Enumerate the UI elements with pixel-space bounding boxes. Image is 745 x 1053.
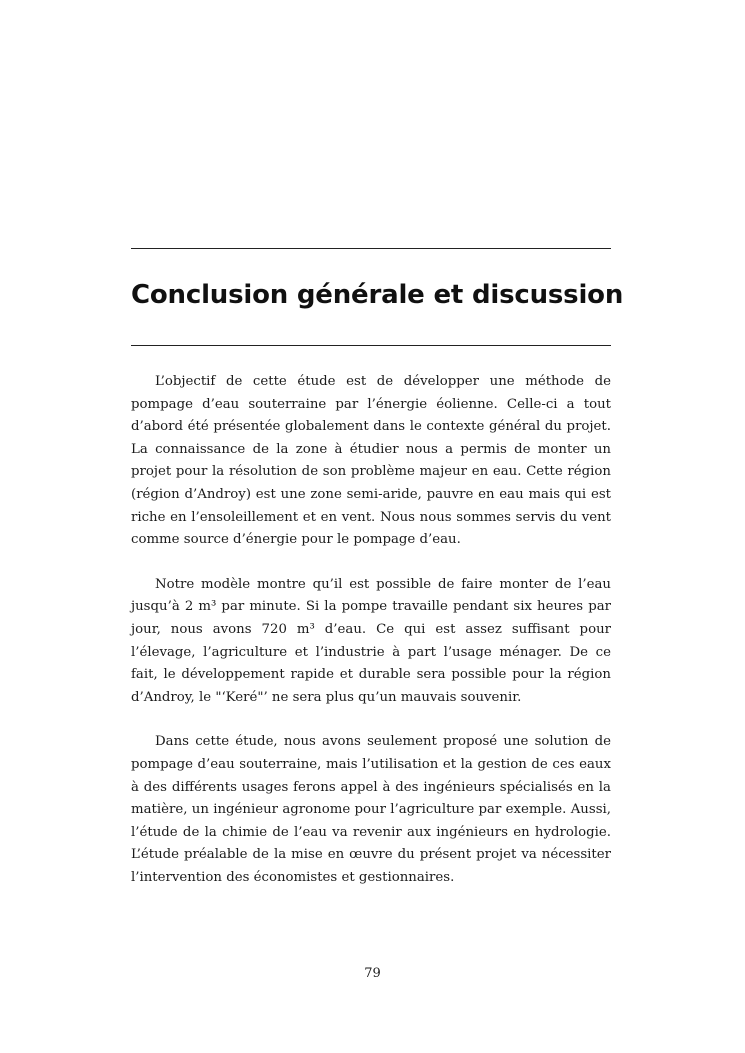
- paragraph-model-results: Notre modèle montre qu’il est possible de faire monter de l’eau jusqu’à 2 m³ par minute. Si la pompe travaille pendant six heures par jour, nous avons 720 m³ d’eau. Ce qui est assez suffisant pour l’élevage, l’agriculture et l’industrie à part l’usage ménager. De ce fait, le développement rapide et durable sera possible pour la région d’Androy, le "‘Keré"’ ne sera plus qu’un mauvais souvenir.: [131, 576, 611, 705]
- title-top-rule: [131, 248, 611, 249]
- page-number: 79: [364, 966, 381, 981]
- paragraph-perspectives: Dans cette étude, nous avons seulement proposé une solution de pompage d’eau souterraine, mais l’utilisation et la gestion de ces eaux à des différents usages ferons appel à des ingénieurs spécialisés en la matière, un ingénieur agronome pour l’agriculture par exemple. Aussi, l’étude de la chimie de l’eau va revenir aux ingénieurs en hydrologie. L’étude préalable de la mise en œuvre du présent projet va nécessiter l’intervention des économistes et gestionnaires.: [131, 734, 611, 885]
- paragraph-objective: L’objectif de cette étude est de développer une méthode de pompage d’eau souterraine par l’énergie éolienne. Celle-ci a tout d’abord été présentée globalement dans le contexte général du projet. La connaissance de la zone à étudier nous a permis de monter un projet pour la résolution de son problème majeur en eau. Cette région (région d’Androy) est une zone semi-aride, pauvre en eau mais qui est riche en l’ensoleillement et en vent. Nous nous sommes servis du vent comme source d’énergie pour le pompage d’eau.: [131, 374, 611, 548]
- body-text: [131, 371, 611, 911]
- chapter-title: Conclusion générale et discussion: [131, 280, 624, 310]
- title-bottom-rule: [131, 345, 611, 346]
